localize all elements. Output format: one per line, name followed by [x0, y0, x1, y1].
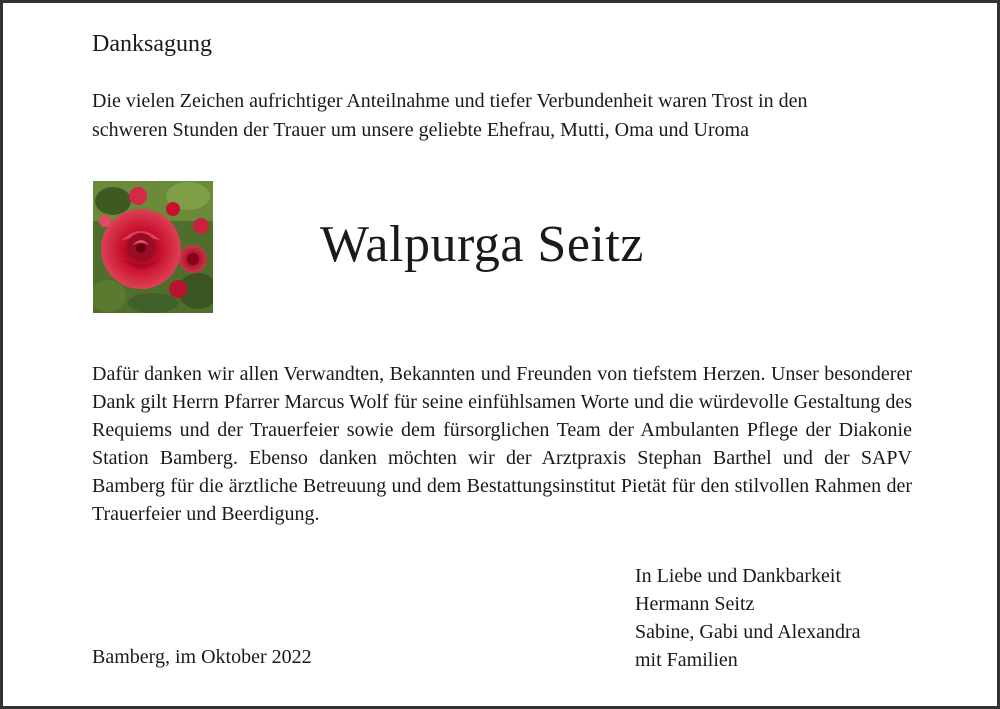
intro-text	[92, 87, 808, 145]
intro-line: schweren Stunden der Trauer um unsere geliebte Ehefrau, Mutti, Oma und Uroma	[92, 119, 750, 141]
thanks-text: Dafür danken wir allen Verwandten, Bekannten und Freunden von tiefstem Herzen. Unser besonderer Dank gilt Herrn Pfarrer Marcus Wolf für seine einfühlsamen Worte und die würdevolle Gestaltung des Requiems und der Trauerfeier sowie dem fürsorglichen Team der Ambulanten Pflege der Diakonie Station Bamberg. Ebenso danken möchten wir der Arztpraxis Stephan Barthel und der SAPV Bamberg für die ärztliche Betreuung und dem Bestattungsinstitut Pietät für den stilvollen Rahmen der Trauerfeier und Beerdigung.	[92, 363, 912, 525]
signature-line: In Liebe und Dankbarkeit	[635, 565, 842, 587]
heading: Danksagung	[92, 31, 212, 57]
signature-line: mit Familien	[635, 649, 738, 671]
signature-line: Sabine, Gabi und Alexandra	[635, 621, 861, 643]
intro-line: Die vielen Zeichen aufrichtiger Anteilnahme und tiefer Verbundenheit waren Trost in den	[92, 90, 808, 112]
rose-photo	[93, 181, 213, 313]
place-date: Bamberg, im Oktober 2022	[92, 646, 312, 668]
signature-line: Hermann Seitz	[635, 593, 755, 615]
deceased-name: Walpurga Seitz	[320, 216, 644, 273]
thanks-paragraph	[92, 360, 912, 528]
signature-block	[635, 562, 861, 674]
